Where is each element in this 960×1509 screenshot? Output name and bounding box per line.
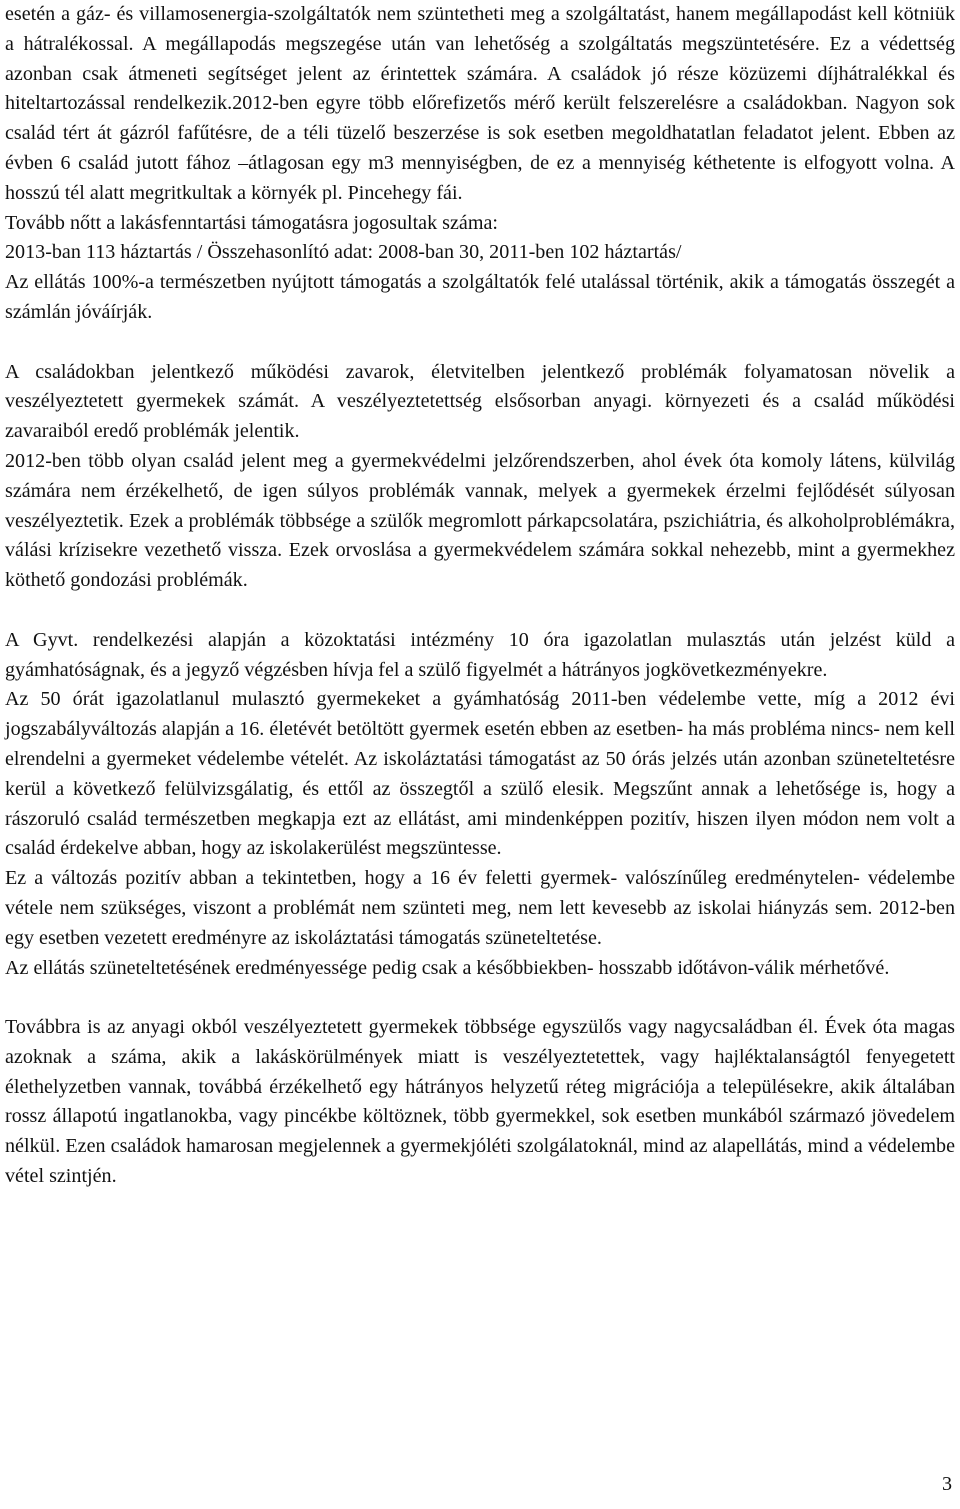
paragraph-utility-arrears: esetén a gáz- és villamosenergia-szolgáltatók nem szüntetheti meg a szolgáltatást, hanem megállapodást kell kötniük a hátralékossal. A megállapodás megszegése után van lehetőség a szolgáltatás megszüntetésére. Ez a védettség azonban csak átmeneti segítséget jelent az érintettek számára. A családok jó része közüzemi díjhátralékkal és hiteltartozással rendelkezik.2012-ben egyre több előrefizetős mérő került felszerelésre a családokban. Nagyon sok család tért át gázról fafűtésre, de a téli tüzelő beszerzése is sok esetben megoldhatatlan feladatot jelent. Ebben az évben 6 család jutott fához –átlagosan egy m3 mennyiségben, de ez a mennyiség kéthetente is elfogyott volna. A hosszú tél alatt megritkultak a környék pl. Pincehegy fái. bbox=[5, 3, 955, 204]
paragraph-in-kind-support: Az ellátás 100%-a természetben nyújtott támogatás a szolgáltatók felé utalással történik, akik a támogatás összegét a számlán jóváírják. bbox=[5, 271, 955, 323]
paragraph-gap bbox=[5, 983, 955, 1013]
document-page bbox=[5, 0, 955, 1192]
paragraph-change-positive: Ez a változás pozitív abban a tekintetben, hogy a 16 év feletti gyermek- valószínűleg eredménytelen- védelembe vétele nem szükséges, viszont a problémát nem szünteti meg, nem lett kevesebb az iskolai hiányzás sem. 2012-ben egy esetben vezetett eredményre az iskoláztatási támogatás szüneteltetése. bbox=[5, 867, 955, 949]
page-number: 3 bbox=[941, 1473, 952, 1495]
paragraph-gap bbox=[5, 596, 955, 626]
paragraph-suspension-effectiveness: Az ellátás szüneteltetésének eredményessége pedig csak a későbbiekben- hosszabb időtávon-válik mérhetővé. bbox=[5, 956, 890, 979]
paragraph-gap bbox=[5, 328, 955, 358]
paragraph-endangered-children: Továbbra is az anyagi okból veszélyeztetett gyermekek többsége egyszülős vagy nagycsaládban él. Évek óta magas azoknak a száma, akik a lakáskörülmények miatt is veszélyeztetettek, vagy hajléktalanságtól fenyegetett élethelyzetben vannak, továbbá érzékelhető egy hátrányos helyzetű réteg migrációja a településekre, akik általában rossz állapotú ingatlanokba, vagy pincékbe költöznek, több gyermekkel, sok esetben munkából származó jövedelem nélkül. Ezen családok hamarosan megjelennek a gyermekjóléti szolgálatoknál, mind az alapellátás, mind a védelembe vétel szintjén. bbox=[5, 1016, 955, 1188]
paragraph-family-dysfunction: A családokban jelentkező működési zavarok, életvitelben jelentkező problémák folyamatosan növelik a veszélyeztetett gyermekek számát. A veszélyeztetettség elsősorban anyagi. környezeti és a család működési zavaraiból eredő problémák jelentik. bbox=[5, 360, 955, 443]
paragraph-housing-support-figures: 2013-ban 113 háztartás / Összehasonlító adat: 2008-ban 30, 2011-ben 102 háztartás/ bbox=[5, 241, 682, 264]
paragraph-gyvt-absence-rule: A Gyvt. rendelkezési alapján a közoktatási intézmény 10 óra igazolatlan mulasztás után jelzést küld a gyámhatóságnak, és a jegyző végzésben hívja fel a szülő figyelmét a hátrányos jogkövetkezményekre. bbox=[5, 628, 955, 681]
paragraph-child-protection-signals: 2012-ben több olyan család jelent meg a gyermekvédelmi jelzőrendszerben, ahol évek óta komoly látens, külvilág számára nem érzékelhető, de igen súlyos problémák vannak, melyek a gyermekek érzelmi fejlődését súlyosan veszélyeztetik. Ezek a problémák többsége a szülők megromlott párkapcsolatára, pszichiátria, és alkoholproblémákra, válási krízisekre vezethető vissza. Ezek orvoslása a gyermekvédelem számára sokkal nehezebb, mint a gyermekhez köthető gondozási problémák. bbox=[5, 449, 955, 592]
paragraph-housing-support-intro: Tovább nőtt a lakásfenntartási támogatásra jogosultak száma: bbox=[5, 211, 498, 234]
paragraph-50-hour-absence: Az 50 órát igazolatlanul mulasztó gyermekeket a gyámhatóság 2011-ben védelembe vette, míg a 2012 évi jogszabályváltozás alapján a 16. életévét betöltött gyermek esetén ebben az esetben- ha más probléma nincs- nem kell elrendelni a gyermeket védelembe vételét. Az iskoláztatási támogatást az 50 órás jelzés után azonban szüneteltetésre kerül a következő felülvizsgálatig, és ettől az összegtől a szülő elesik. Megszűnt annak a lehetősége is, hogy a rászoruló család természetben megkapja ezt az ellátást, ami mindenképpen pozitív, hiszen ilyen módon nem volt a család érdekelve abban, hogy az iskolakerülést megszüntesse. bbox=[5, 688, 955, 860]
